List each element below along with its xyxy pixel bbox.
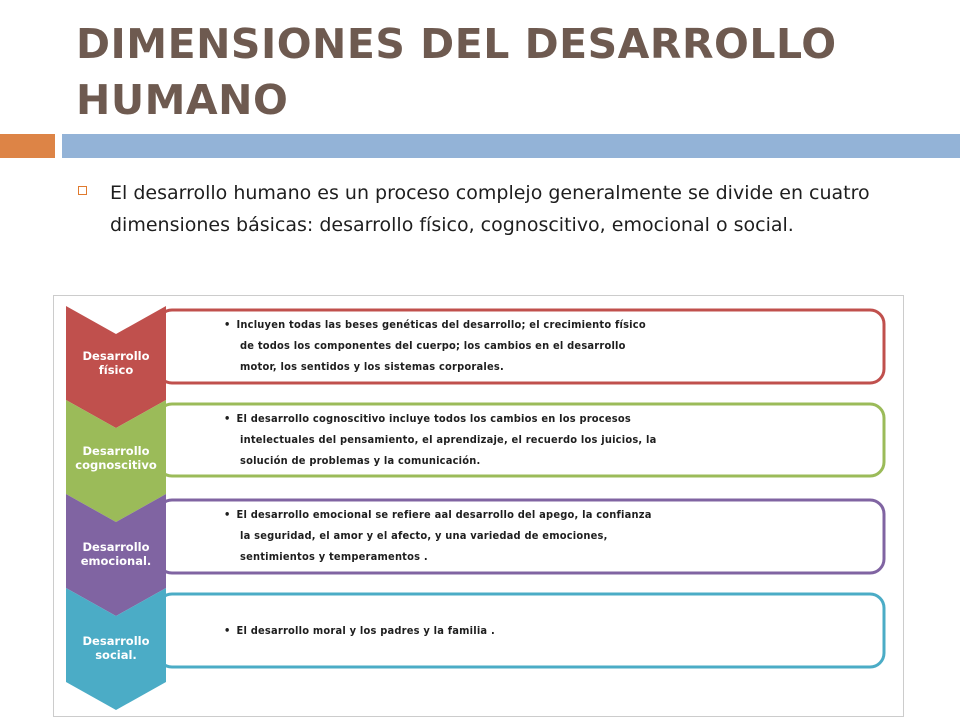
chevron-label-social	[64, 634, 168, 662]
slide-title: DIMENSIONES DEL DESARROLLO HUMANO	[76, 20, 837, 124]
chevron-label-line: físico	[98, 363, 134, 377]
box-line-text: la seguridad, el amor y el afecto, y una variedad de emociones,	[240, 529, 608, 542]
box-line-text: solución de problemas y la comunicación.	[240, 454, 481, 467]
chevron-label-line: Desarrollo	[82, 444, 150, 458]
box-line-text: motor, los sentidos y los sistemas corporales.	[240, 360, 504, 373]
box-line	[224, 525, 892, 546]
chevron-label-line: Desarrollo	[82, 634, 150, 648]
box-line-text: El desarrollo emocional se refiere aal desarrollo del apego, la confianza	[236, 508, 652, 521]
box-text-social	[224, 620, 892, 641]
box-line	[224, 335, 892, 356]
dimensions-diagram	[53, 295, 904, 717]
intro-bullet	[78, 177, 878, 241]
title-rule-orange	[0, 134, 55, 158]
box-line-text: Incluyen todas las beses genéticas del desarrollo; el crecimiento físico	[236, 318, 646, 331]
intro-text: El desarrollo humano es un proceso complejo generalmente se divide en cuatro dimensiones básicas: desarrollo físico, cognoscitivo, emocional o social.	[110, 182, 870, 236]
box-text-cognoscitivo	[224, 408, 892, 471]
box-line: • El desarrollo cognoscitivo incluye todos los cambios en los procesos	[224, 412, 631, 425]
chevron-label-line: Desarrollo	[82, 540, 150, 554]
box-line: • El desarrollo moral y los padres y la familia .	[224, 624, 495, 637]
title-rule-blue	[62, 134, 960, 158]
box-text-fisico	[224, 314, 892, 377]
chevron-label-line: social.	[95, 648, 137, 662]
box-line: • El desarrollo emocional se refiere aal desarrollo del apego, la confianza	[224, 508, 652, 521]
chevron-label-fisico	[64, 349, 168, 377]
box-line-text: sentimientos y temperamentos .	[240, 550, 428, 563]
box-line-text: intelectuales del pensamiento, el aprendizaje, el recuerdo los juicios, la	[240, 433, 657, 446]
chevron-label-line: Desarrollo	[82, 349, 150, 363]
chevron-label-line: emocional.	[80, 554, 152, 568]
box-line: • Incluyen todas las beses genéticas del desarrollo; el crecimiento físico	[224, 318, 646, 331]
box-line-text: El desarrollo cognoscitivo incluye todos los cambios en los procesos	[236, 412, 631, 425]
chevron-label-cognoscitivo	[64, 444, 168, 472]
square-bullet-icon	[78, 186, 87, 195]
chevron-label-line: cognoscitivo	[75, 458, 157, 472]
box-text-emocional	[224, 504, 892, 567]
box-line	[224, 546, 892, 567]
box-line	[224, 356, 892, 377]
chevron-label-emocional	[64, 540, 168, 568]
box-line	[224, 450, 892, 471]
box-line-text: de todos los componentes del cuerpo; los cambios en el desarrollo	[240, 339, 626, 352]
box-line	[224, 429, 892, 450]
box-line-text: El desarrollo moral y los padres y la familia .	[236, 624, 495, 637]
